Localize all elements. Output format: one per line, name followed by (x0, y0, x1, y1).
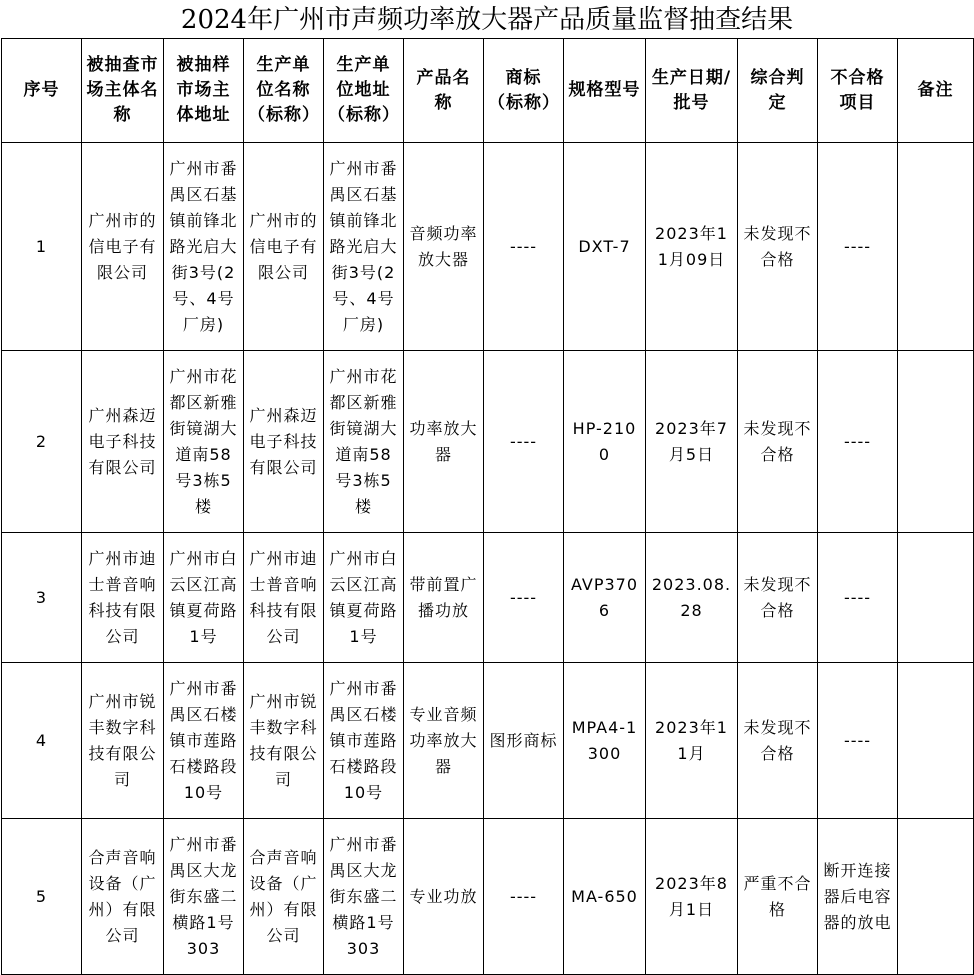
cell-index: 2 (2, 351, 82, 533)
header-cell-nonconforming-items: 不合格项目 (818, 39, 898, 143)
header-cell-index: 序号 (2, 39, 82, 143)
cell-production-date: 2023年11月 (646, 663, 738, 819)
cell-model: MPA4-1300 (564, 663, 646, 819)
cell-manufacturer: 广州市迪士普音响科技有限公司 (244, 533, 324, 663)
header-row (2, 39, 974, 143)
cell-model: DXT-7 (564, 143, 646, 351)
header-cell-model: 规格型号 (564, 39, 646, 143)
cell-inspected-address: 广州市番禺区大龙街东盛二横路1号303 (164, 819, 244, 975)
cell-inspected-address: 广州市番禺区石楼镇市莲路石楼路段10号 (164, 663, 244, 819)
header-cell-verdict: 综合判定 (738, 39, 818, 143)
table-row (2, 533, 974, 663)
cell-remarks (898, 663, 974, 819)
cell-remarks (898, 819, 974, 975)
cell-trademark: 图形商标 (484, 663, 564, 819)
cell-model: MA-650 (564, 819, 646, 975)
cell-remarks (898, 143, 974, 351)
table-row (2, 351, 974, 533)
cell-nonconforming-items: 断开连接器后电容器的放电 (818, 819, 898, 975)
cell-manufacturer: 广州森迈电子科技有限公司 (244, 351, 324, 533)
cell-manufacturer-address: 广州市白云区江高镇夏荷路1号 (324, 533, 404, 663)
cell-nonconforming-items: ---- (818, 663, 898, 819)
header-cell-product-name: 产品名称 (404, 39, 484, 143)
table-row (2, 143, 974, 351)
cell-product-name: 专业音频功率放大器 (404, 663, 484, 819)
table-row (2, 663, 974, 819)
header-cell-inspected-address: 被抽样市场主体地址 (164, 39, 244, 143)
cell-trademark: ---- (484, 143, 564, 351)
cell-product-name: 专业功放 (404, 819, 484, 975)
cell-product-name: 带前置广播功放 (404, 533, 484, 663)
cell-index: 4 (2, 663, 82, 819)
cell-index: 5 (2, 819, 82, 975)
cell-inspected-address: 广州市番禺区石基镇前锋北路光启大街3号(2号、4号厂房) (164, 143, 244, 351)
cell-production-date: 2023.08.28 (646, 533, 738, 663)
page-title: 2024年广州市声频功率放大器产品质量监督抽查结果 (180, 5, 794, 35)
cell-verdict: 未发现不合格 (738, 533, 818, 663)
cell-inspected-entity: 广州森迈电子科技有限公司 (82, 351, 164, 533)
header-cell-manufacturer: 生产单位名称（标称） (244, 39, 324, 143)
cell-remarks (898, 351, 974, 533)
cell-inspected-entity: 广州市的信电子有限公司 (82, 143, 164, 351)
results-table (1, 38, 974, 975)
cell-nonconforming-items: ---- (818, 351, 898, 533)
cell-inspected-entity: 广州市锐丰数字科技有限公司 (82, 663, 164, 819)
cell-trademark: ---- (484, 819, 564, 975)
header-cell-production-date: 生产日期/批号 (646, 39, 738, 143)
cell-inspected-address: 广州市白云区江高镇夏荷路1号 (164, 533, 244, 663)
cell-production-date: 2023年11月09日 (646, 143, 738, 351)
cell-model: AVP3706 (564, 533, 646, 663)
cell-remarks (898, 533, 974, 663)
cell-verdict: 未发现不合格 (738, 143, 818, 351)
cell-manufacturer-address: 广州市花都区新雅街镜湖大道南58号3栋5楼 (324, 351, 404, 533)
cell-manufacturer-address: 广州市番禺区石基镇前锋北路光启大街3号(2号、4号厂房) (324, 143, 404, 351)
header-cell-remarks: 备注 (898, 39, 974, 143)
header-cell-trademark: 商标（标称） (484, 39, 564, 143)
cell-manufacturer-address: 广州市番禺区大龙街东盛二横路1号303 (324, 819, 404, 975)
cell-verdict: 未发现不合格 (738, 351, 818, 533)
cell-model: HP-2100 (564, 351, 646, 533)
cell-verdict: 严重不合格 (738, 819, 818, 975)
cell-inspected-entity: 合声音响设备（广州）有限公司 (82, 819, 164, 975)
cell-manufacturer-address: 广州市番禺区石楼镇市莲路石楼路段10号 (324, 663, 404, 819)
header-cell-manufacturer-address: 生产单位地址（标称） (324, 39, 404, 143)
cell-nonconforming-items: ---- (818, 533, 898, 663)
cell-trademark: ---- (484, 533, 564, 663)
header-cell-inspected-entity: 被抽查市场主体名称 (82, 39, 164, 143)
cell-manufacturer: 合声音响设备（广州）有限公司 (244, 819, 324, 975)
table-row (2, 819, 974, 975)
cell-trademark: ---- (484, 351, 564, 533)
cell-production-date: 2023年8月1日 (646, 819, 738, 975)
cell-production-date: 2023年7月5日 (646, 351, 738, 533)
cell-index: 3 (2, 533, 82, 663)
cell-inspected-address: 广州市花都区新雅街镜湖大道南58号3栋5楼 (164, 351, 244, 533)
cell-inspected-entity: 广州市迪士普音响科技有限公司 (82, 533, 164, 663)
cell-verdict: 未发现不合格 (738, 663, 818, 819)
cell-index: 1 (2, 143, 82, 351)
cell-nonconforming-items: ---- (818, 143, 898, 351)
cell-product-name: 音频功率放大器 (404, 143, 484, 351)
cell-manufacturer: 广州市的信电子有限公司 (244, 143, 324, 351)
cell-manufacturer: 广州市锐丰数字科技有限公司 (244, 663, 324, 819)
cell-product-name: 功率放大器 (404, 351, 484, 533)
